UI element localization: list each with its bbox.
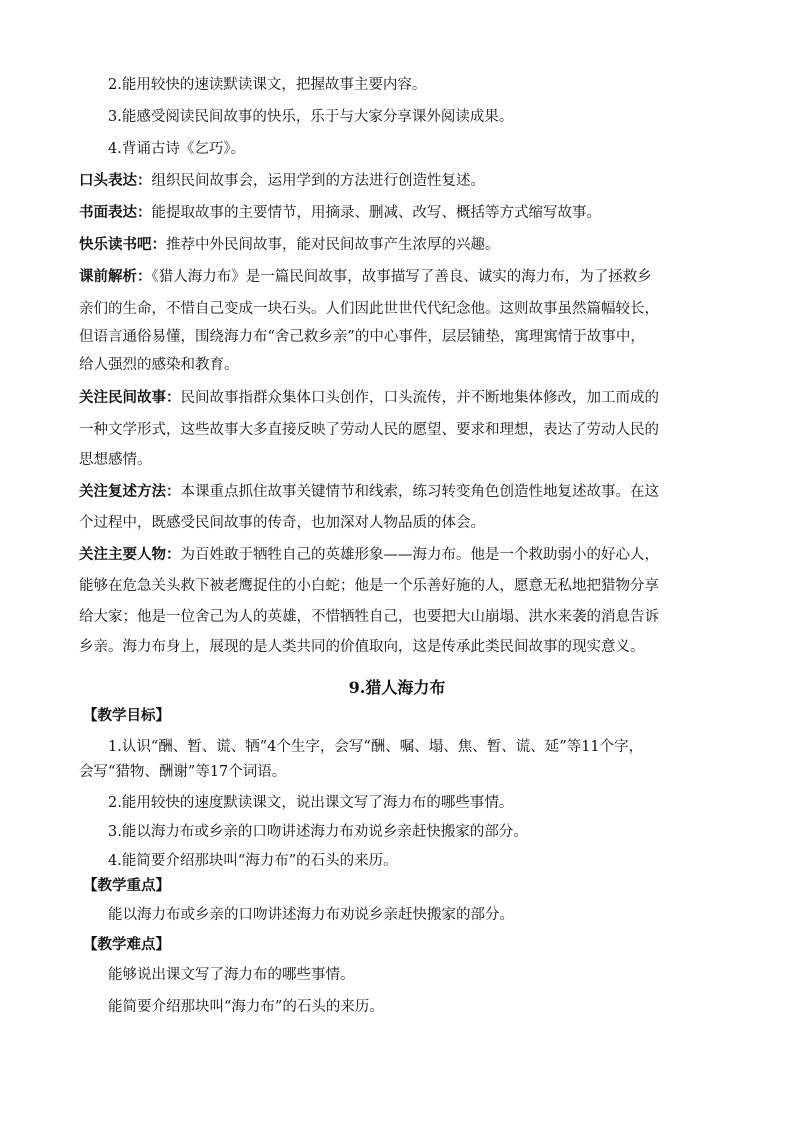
folk-label: 关注民间故事： [79, 389, 181, 406]
character-text-1: 为百姓敢于牺牲自己的英雄形象——海力布。他是一个救助弱小的好心人， [180, 547, 659, 563]
goal-2: 2.能用较快的速度默读课文，说出课文写了海力布的哪些事情。 [108, 795, 514, 811]
difficulty-heading: 【教学难点】 [83, 936, 170, 953]
reading-label: 快乐读书吧： [79, 236, 166, 253]
key-text: 能以海力布或乡亲的口吻讲述海力布劝说乡亲赶快搬家的部分。 [108, 907, 514, 923]
intro-goal-4: 4.背诵古诗《乞巧》。 [108, 141, 246, 157]
reading-text: 推荐中外民间故事，能对民间故事产生浓厚的兴趣。 [166, 237, 500, 253]
retell-text-1: 本课重点抓住故事关键情节和线索，练习转变角色创造性地复述故事。在这 [180, 484, 659, 500]
retell-line-1 [79, 482, 719, 502]
character-label: 关注主要人物： [79, 546, 181, 563]
analysis-line-1 [79, 267, 719, 287]
folk-text-1: 民间故事指群众集体口头创作，口头流传，并不断地集体修改，加工而成的 [180, 390, 659, 406]
written-expression [79, 203, 719, 223]
folk-line-2: 一种文学形式，这些故事大多直接反映了劳动人民的愿望、要求和理想，表达了劳动人民的 [79, 422, 659, 438]
analysis-label: 课前解析： [79, 268, 152, 285]
goal-1-cont: 会写“猎物、酬谢”等17个词语。 [79, 764, 287, 780]
analysis-text-1: 《猎人海力布》是一篇民间故事，故事描写了善良、诚实的海力布，为了拯救乡 [151, 269, 652, 285]
intro-goal-2: 2.能用较快的速读默读课文，把握故事主要内容。 [108, 77, 427, 93]
written-label: 书面表达： [79, 204, 152, 221]
oral-text: 组织民间故事会，运用学到的方法进行创造性复述。 [151, 173, 485, 189]
retell-line-2: 个过程中，既感受民间故事的传奇，也加深对人物品质的体会。 [79, 515, 485, 531]
written-text: 能提取故事的主要情节，用摘录、删减、改写、概括等方式缩写故事。 [151, 205, 601, 221]
folk-line-1 [79, 388, 719, 408]
difficulty-1: 能够说出课文写了海力布的哪些事情。 [108, 967, 355, 983]
lesson-title: 9.猎人海力布 [348, 678, 446, 697]
character-line-4: 乡亲。海力布身上，展现的是人类共同的价值取向，这是传承此类民间故事的现实意义。 [79, 639, 645, 655]
key-heading: 【教学重点】 [83, 877, 170, 894]
character-line-3: 给大家；他是一位舍己为人的英雄，不惜牺牲自己，也要把大山崩塌、洪水来袭的消息告诉 [79, 609, 659, 625]
happy-reading [79, 235, 719, 255]
analysis-line-2: 亲们的生命，不惜自己变成一块石头。人们因此世世代代纪念他。这则故事虽然篇幅较长， [79, 301, 659, 317]
goal-4: 4.能简要介绍那块叫“海力布”的石头的来历。 [108, 853, 398, 869]
analysis-line-4: 给人强烈的感染和教育。 [79, 357, 239, 373]
goal-1: 1.认识“酬、暂、谎、牺”4个生字，会写“酬、嘱、塌、焦、暂、谎、延”等11个字， [108, 739, 644, 755]
folk-line-3: 思想感情。 [79, 452, 152, 468]
intro-goal-3: 3.能感受阅读民间故事的快乐，乐于与大家分享课外阅读成果。 [108, 109, 514, 125]
character-line-1 [79, 545, 719, 565]
goals-heading: 【教学目标】 [83, 707, 170, 724]
character-line-2: 能够在危急关头救下被老鹰捉住的小白蛇；他是一个乐善好施的人，愿意无私地把猎物分享 [79, 578, 659, 594]
goal-3: 3.能以海力布或乡亲的口吻讲述海力布劝说乡亲赶快搬家的部分。 [108, 824, 528, 840]
retell-label: 关注复述方法： [79, 483, 181, 500]
analysis-line-3: 但语言通俗易懂，围绕海力布“舍己救乡亲”的中心事件，层层铺垫，寓理寓情于故事中， [79, 329, 645, 345]
oral-expression [79, 171, 719, 191]
difficulty-2: 能简要介绍那块叫“海力布”的石头的来历。 [108, 999, 384, 1015]
oral-label: 口头表达： [79, 172, 152, 189]
